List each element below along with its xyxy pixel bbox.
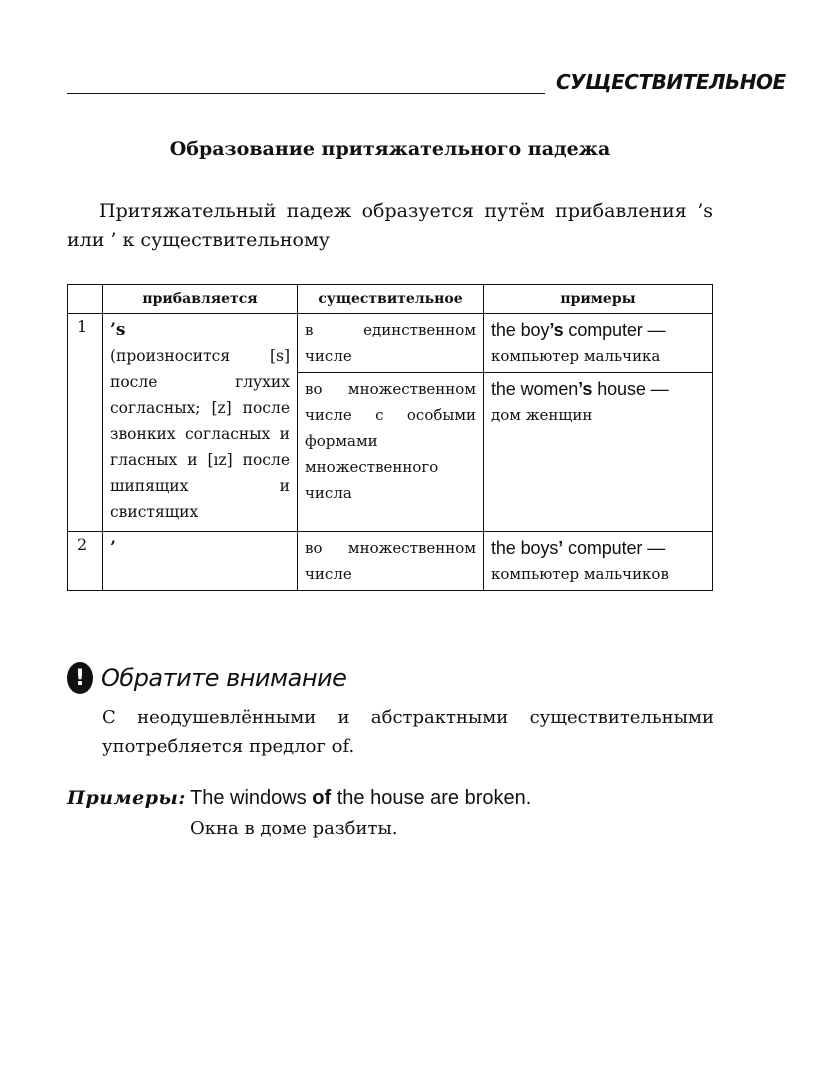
row-number: 2 xyxy=(68,532,103,591)
example-en: the boy’s computer — xyxy=(491,320,666,340)
running-head: СУЩЕСТВИТЕЛЬНОЕ xyxy=(556,70,786,94)
possessive-table xyxy=(67,284,713,591)
examples-label: Примеры: xyxy=(67,787,186,809)
example-ru: компьютер мальчиков xyxy=(491,565,669,583)
header-added: прибавляется xyxy=(103,285,298,314)
example-sentence-en: The windows of the house are broken. xyxy=(190,787,532,809)
example-sentence-ru: Окна в доме разбиты. xyxy=(190,818,398,839)
table-row xyxy=(68,532,713,591)
added-ending-cell xyxy=(103,314,298,532)
example-cell xyxy=(484,532,713,591)
ending-mark: ’ xyxy=(110,538,116,558)
header-rule xyxy=(67,93,545,94)
ending-mark: ’s xyxy=(110,320,126,340)
notice-text: С неодушевлёнными и абстрактными существительными употребляется предлог of. xyxy=(102,707,714,757)
table-header-row xyxy=(68,285,713,314)
added-ending-cell xyxy=(103,532,298,591)
example-ru: дом женщин xyxy=(491,406,593,424)
noun-type-cell: во множественном числе xyxy=(298,532,484,591)
table-row xyxy=(68,314,713,373)
intro-paragraph: Притяжательный падеж образуется путём прибавления ’s или ’ к существительному xyxy=(67,200,713,251)
row-number: 1 xyxy=(68,314,103,532)
header-num xyxy=(68,285,103,314)
section-title: Образование притяжательного падежа xyxy=(169,138,611,160)
pronunciation-rule: (произносится [s] после глухих согласных; [z] после звонких согласных и гласных и [ız] после шипящих и свистящих xyxy=(110,347,290,521)
noun-type-cell: во множественном числе с особыми формами множественного числа xyxy=(298,373,484,532)
example-en: the boys’ computer — xyxy=(491,538,666,558)
noun-type-cell: в единственном числе xyxy=(298,314,484,373)
header-examples: примеры xyxy=(484,285,713,314)
example-en: the women’s house — xyxy=(491,379,669,399)
example-cell xyxy=(484,373,713,532)
exclamation-icon: ! xyxy=(67,662,93,694)
notice-title: Обратите внимание xyxy=(101,664,347,692)
example-cell xyxy=(484,314,713,373)
example-ru: компьютер мальчика xyxy=(491,347,661,365)
notice-heading xyxy=(67,660,346,696)
header-noun: существительное xyxy=(298,285,484,314)
